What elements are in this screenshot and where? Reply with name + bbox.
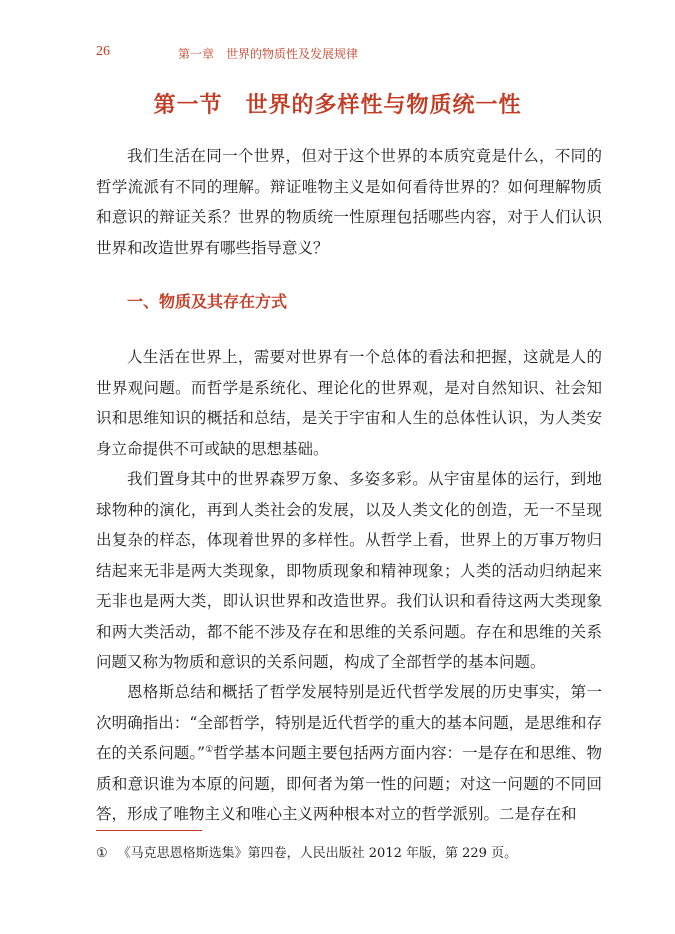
- body-paragraph-3: [96, 677, 602, 830]
- body-paragraph-2: 我们置身其中的世界森罗万象、多姿多彩。从宇宙星体的运行，到地球物种的演化，再到人类社会的发展，以及人类文化的创造，无一不呈现出复杂的样态，体现着世界的多样性。从哲学上看，世界上的万事万物归结起来无非是两大类现象，即物质现象和精神现象；人类的活动归纳起来无非也是两大类，即认识世界和改造世界。我们认识和看待这两大类现象和两大类活动，都不能不涉及存在和思维的关系问题。存在和思维的关系问题又称为物质和意识的关系问题，构成了全部哲学的基本问题。: [96, 470, 602, 671]
- section-title: 第一节 世界的多样性与物质统一性: [153, 92, 522, 118]
- footnote-marker: ①: [96, 846, 108, 861]
- page-number: 26: [96, 44, 110, 59]
- intro-paragraph: 我们生活在同一个世界，但对于这个世界的本质究竟是什么，不同的哲学流派有不同的理解。辩证唯物主义是如何看待世界的？如何理解物质和意识的辩证关系？世界的物质统一性原理包括哪些内容，对于人们认识世界和改造世界有哪些指导意义？: [96, 147, 602, 257]
- subheading: 一、物质及其存在方式: [127, 292, 288, 311]
- body-paragraph-1: 人生活在世界上，需要对世界有一个总体的看法和把握，这就是人的世界观问题。而哲学是系统化、理论化的世界观，是对自然知识、社会知识和思维知识的概括和总结，是关于宇宙和人生的总体性认识，为人类安身立命提供不可或缺的思想基础。: [96, 348, 602, 458]
- running-head: 第一章 世界的物质性及发展规律: [178, 47, 359, 61]
- paragraph-3-text-a: 恩格斯总结和概括了哲学发展特别是近代哲学发展的历史事实，第一次明确指出：“全部哲学，特别是近代哲学的重大的基本问题，是思维和存在的关系问题。”: [96, 683, 602, 762]
- footnote-divider: [96, 830, 202, 831]
- footnote-text: 《马克思恩格斯选集》第四卷，人民出版社 2012 年版，第 229 页。: [117, 846, 518, 861]
- page-header: [96, 44, 606, 64]
- paragraph-3-text-b: 哲学基本问题主要包括两方面内容：一是存在和思维、物质和意识谁为本原的问题，即何者为第一性的问题；对这一问题的不同回答，形成了唯物主义和唯心主义两种根本对立的哲学派别。二是存在和: [96, 744, 602, 823]
- footnote: [96, 842, 517, 861]
- footnote-reference[interactable]: ①: [205, 744, 214, 755]
